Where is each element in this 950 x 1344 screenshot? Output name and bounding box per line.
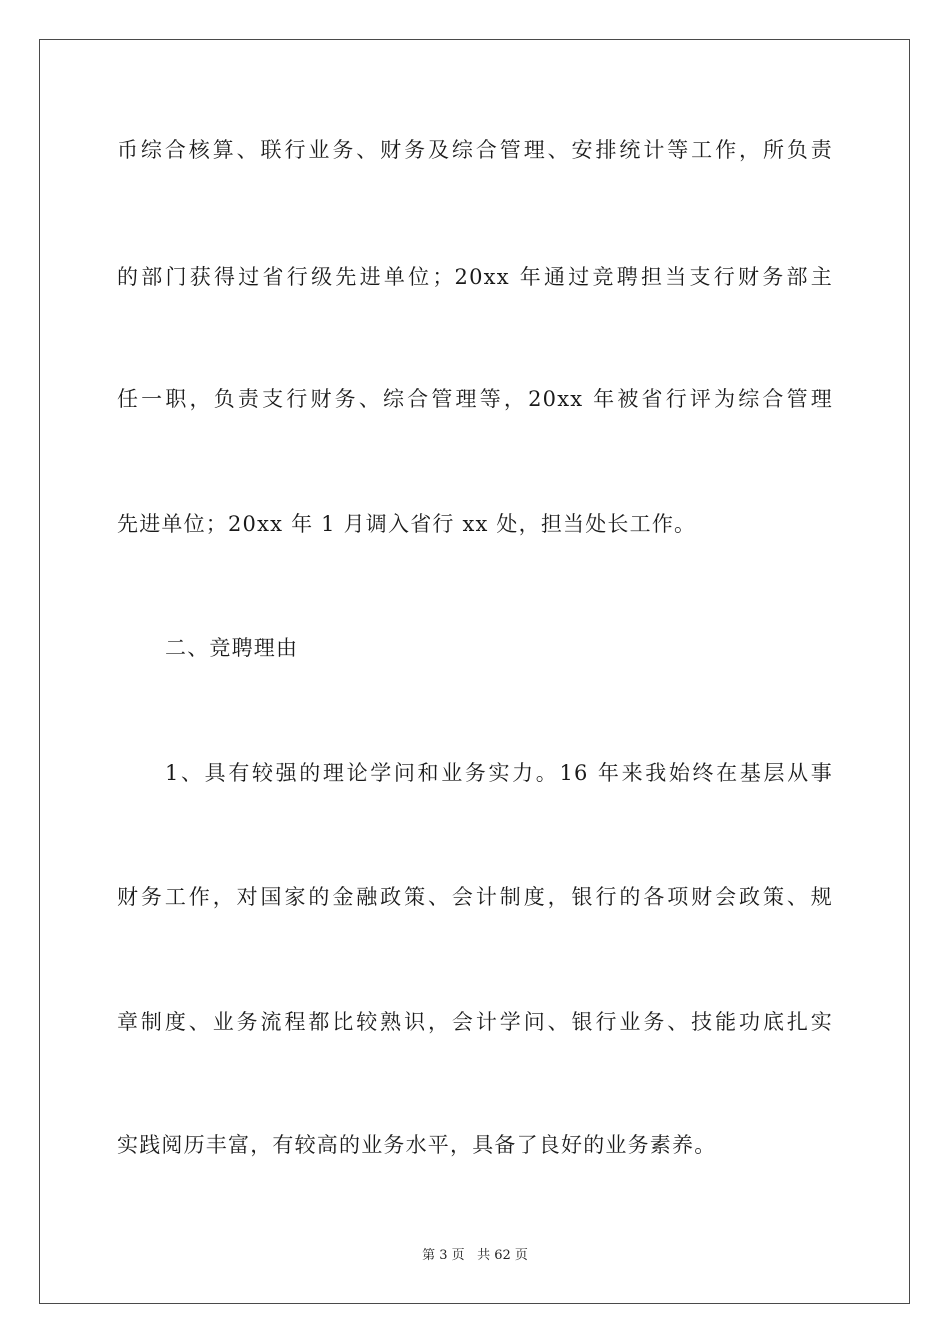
paragraph-line: 的部门获得过省行级先进单位；20xx 年通过竞聘担当支行财务部主 [117,265,833,289]
paragraph-line: 任一职，负责支行财务、综合管理等，20xx 年被省行评为综合管理 [117,387,833,411]
page-number: 第 3 页 [422,1248,465,1263]
page-border [39,39,910,1304]
paragraph-line: 章制度、业务流程都比较熟识，会计学问、银行业务、技能功底扎实 [117,1010,833,1034]
paragraph-line: 先进单位；20xx 年 1 月调入省行 xx 处，担当处长工作。 [117,512,697,536]
paragraph-line: 币综合核算、联行业务、财务及综合管理、安排统计等工作，所负责 [117,138,833,162]
paragraph-line: 1、具有较强的理论学问和业务实力。16 年来我始终在基层从事 [165,761,833,785]
section-heading: 二、竞聘理由 [165,636,299,660]
paragraph-line: 实践阅历丰富，有较高的业务水平，具备了良好的业务素养。 [117,1133,717,1157]
page-total: 共 62 页 [477,1248,528,1263]
paragraph-line: 财务工作，对国家的金融政策、会计制度，银行的各项财会政策、规 [117,885,833,909]
page-footer [0,1247,950,1265]
